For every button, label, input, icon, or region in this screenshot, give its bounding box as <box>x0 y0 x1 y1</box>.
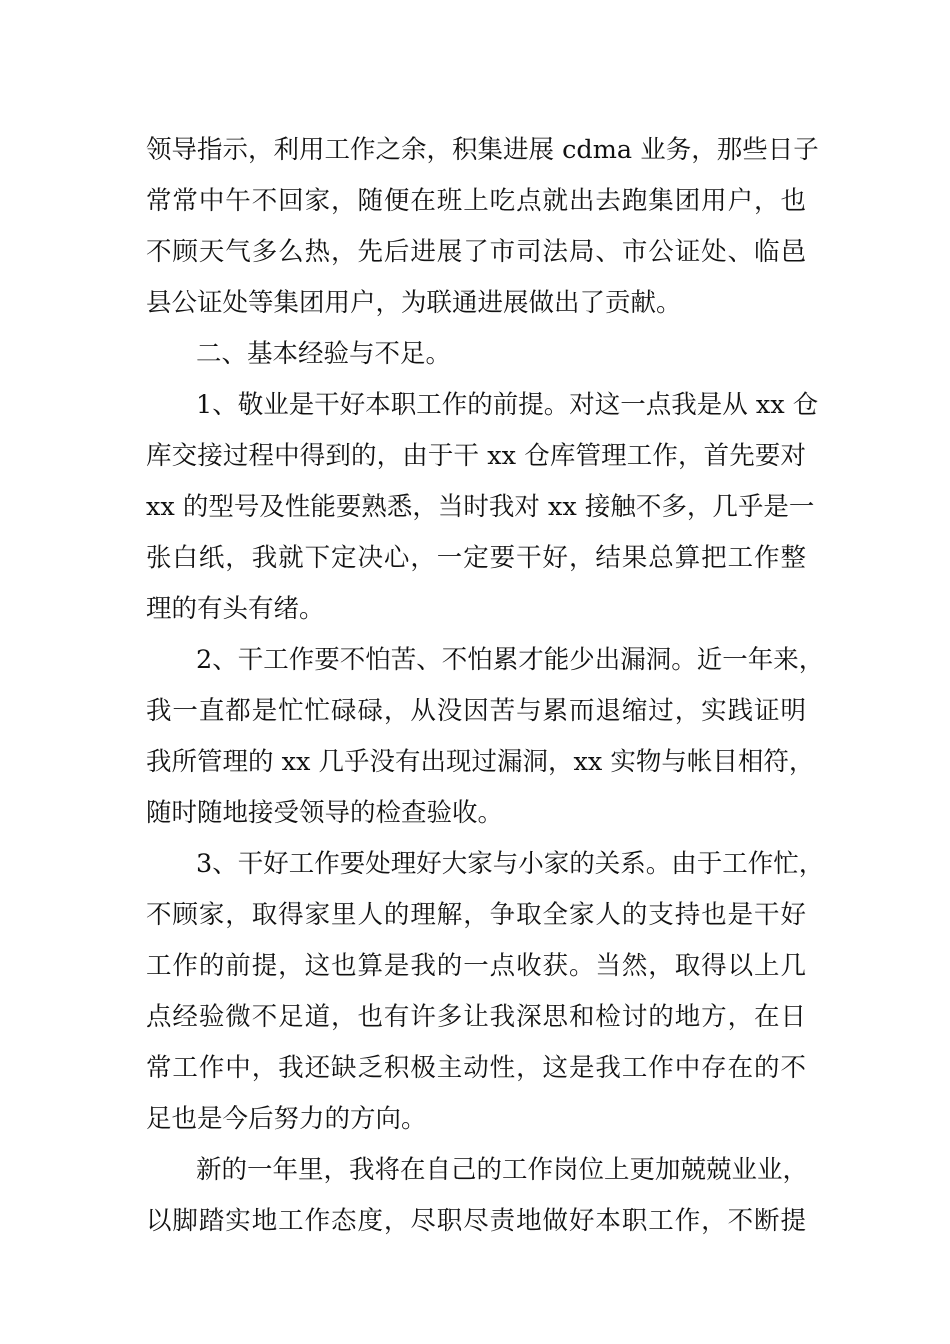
text-line: 足也是今后努力的方向。 <box>146 1104 427 1134</box>
text-line: 1、敬业是干好本职工作的前提。对这一点我是从 xx 仓 <box>196 390 819 420</box>
text-line: 张白纸，我就下定决心，一定要干好，结果总算把工作整 <box>146 543 806 573</box>
text-line: 工作的前提，这也算是我的一点收获。当然，取得以上几 <box>146 951 806 981</box>
text-line: 库交接过程中得到的，由于干 xx 仓库管理工作，首先要对 <box>146 441 806 471</box>
text-line: 理的有头有绪。 <box>146 594 325 624</box>
text-line: 县公证处等集团用户，为联通进展做出了贡献。 <box>146 288 682 318</box>
text-line: 我一直都是忙忙碌碌，从没因苦与累而退缩过，实践证明 <box>146 696 806 726</box>
text-line: 不顾天气多么热，先后进展了市司法局、市公证处、临邑 <box>146 237 806 267</box>
section-heading: 二、基本经验与不足。 <box>196 339 452 369</box>
text-line: 3、干好工作要处理好大家与小家的关系。由于工作忙， <box>196 849 825 879</box>
text-line: 常常中午不回家，随便在班上吃点就出去跑集团用户，也 <box>146 186 806 216</box>
text-line: 新的一年里，我将在自己的工作岗位上更加兢兢业业， <box>196 1155 809 1185</box>
text-line: 常工作中，我还缺乏积极主动性，这是我工作中存在的不 <box>146 1053 806 1083</box>
text-line: 2、干工作要不怕苦、不怕累才能少出漏洞。近一年来， <box>196 645 825 675</box>
text-line: 以脚踏实地工作态度，尽职尽责地做好本职工作，不断提 <box>146 1206 806 1236</box>
text-line: 我所管理的 xx 几乎没有出现过漏洞，xx 实物与帐目相符， <box>146 747 815 777</box>
text-line: 随时随地接受领导的检查验收。 <box>146 798 504 828</box>
text-line: 领导指示，利用工作之余，积集进展 cdma 业务，那些日子 <box>146 135 819 165</box>
text-line: 点经验微不足道，也有许多让我深思和检讨的地方，在日 <box>146 1002 806 1032</box>
document-body <box>146 125 836 1247</box>
text-line: 不顾家，取得家里人的理解，争取全家人的支持也是干好 <box>146 900 806 930</box>
text-line: xx 的型号及性能要熟悉，当时我对 xx 接触不多，几乎是一 <box>146 492 815 522</box>
